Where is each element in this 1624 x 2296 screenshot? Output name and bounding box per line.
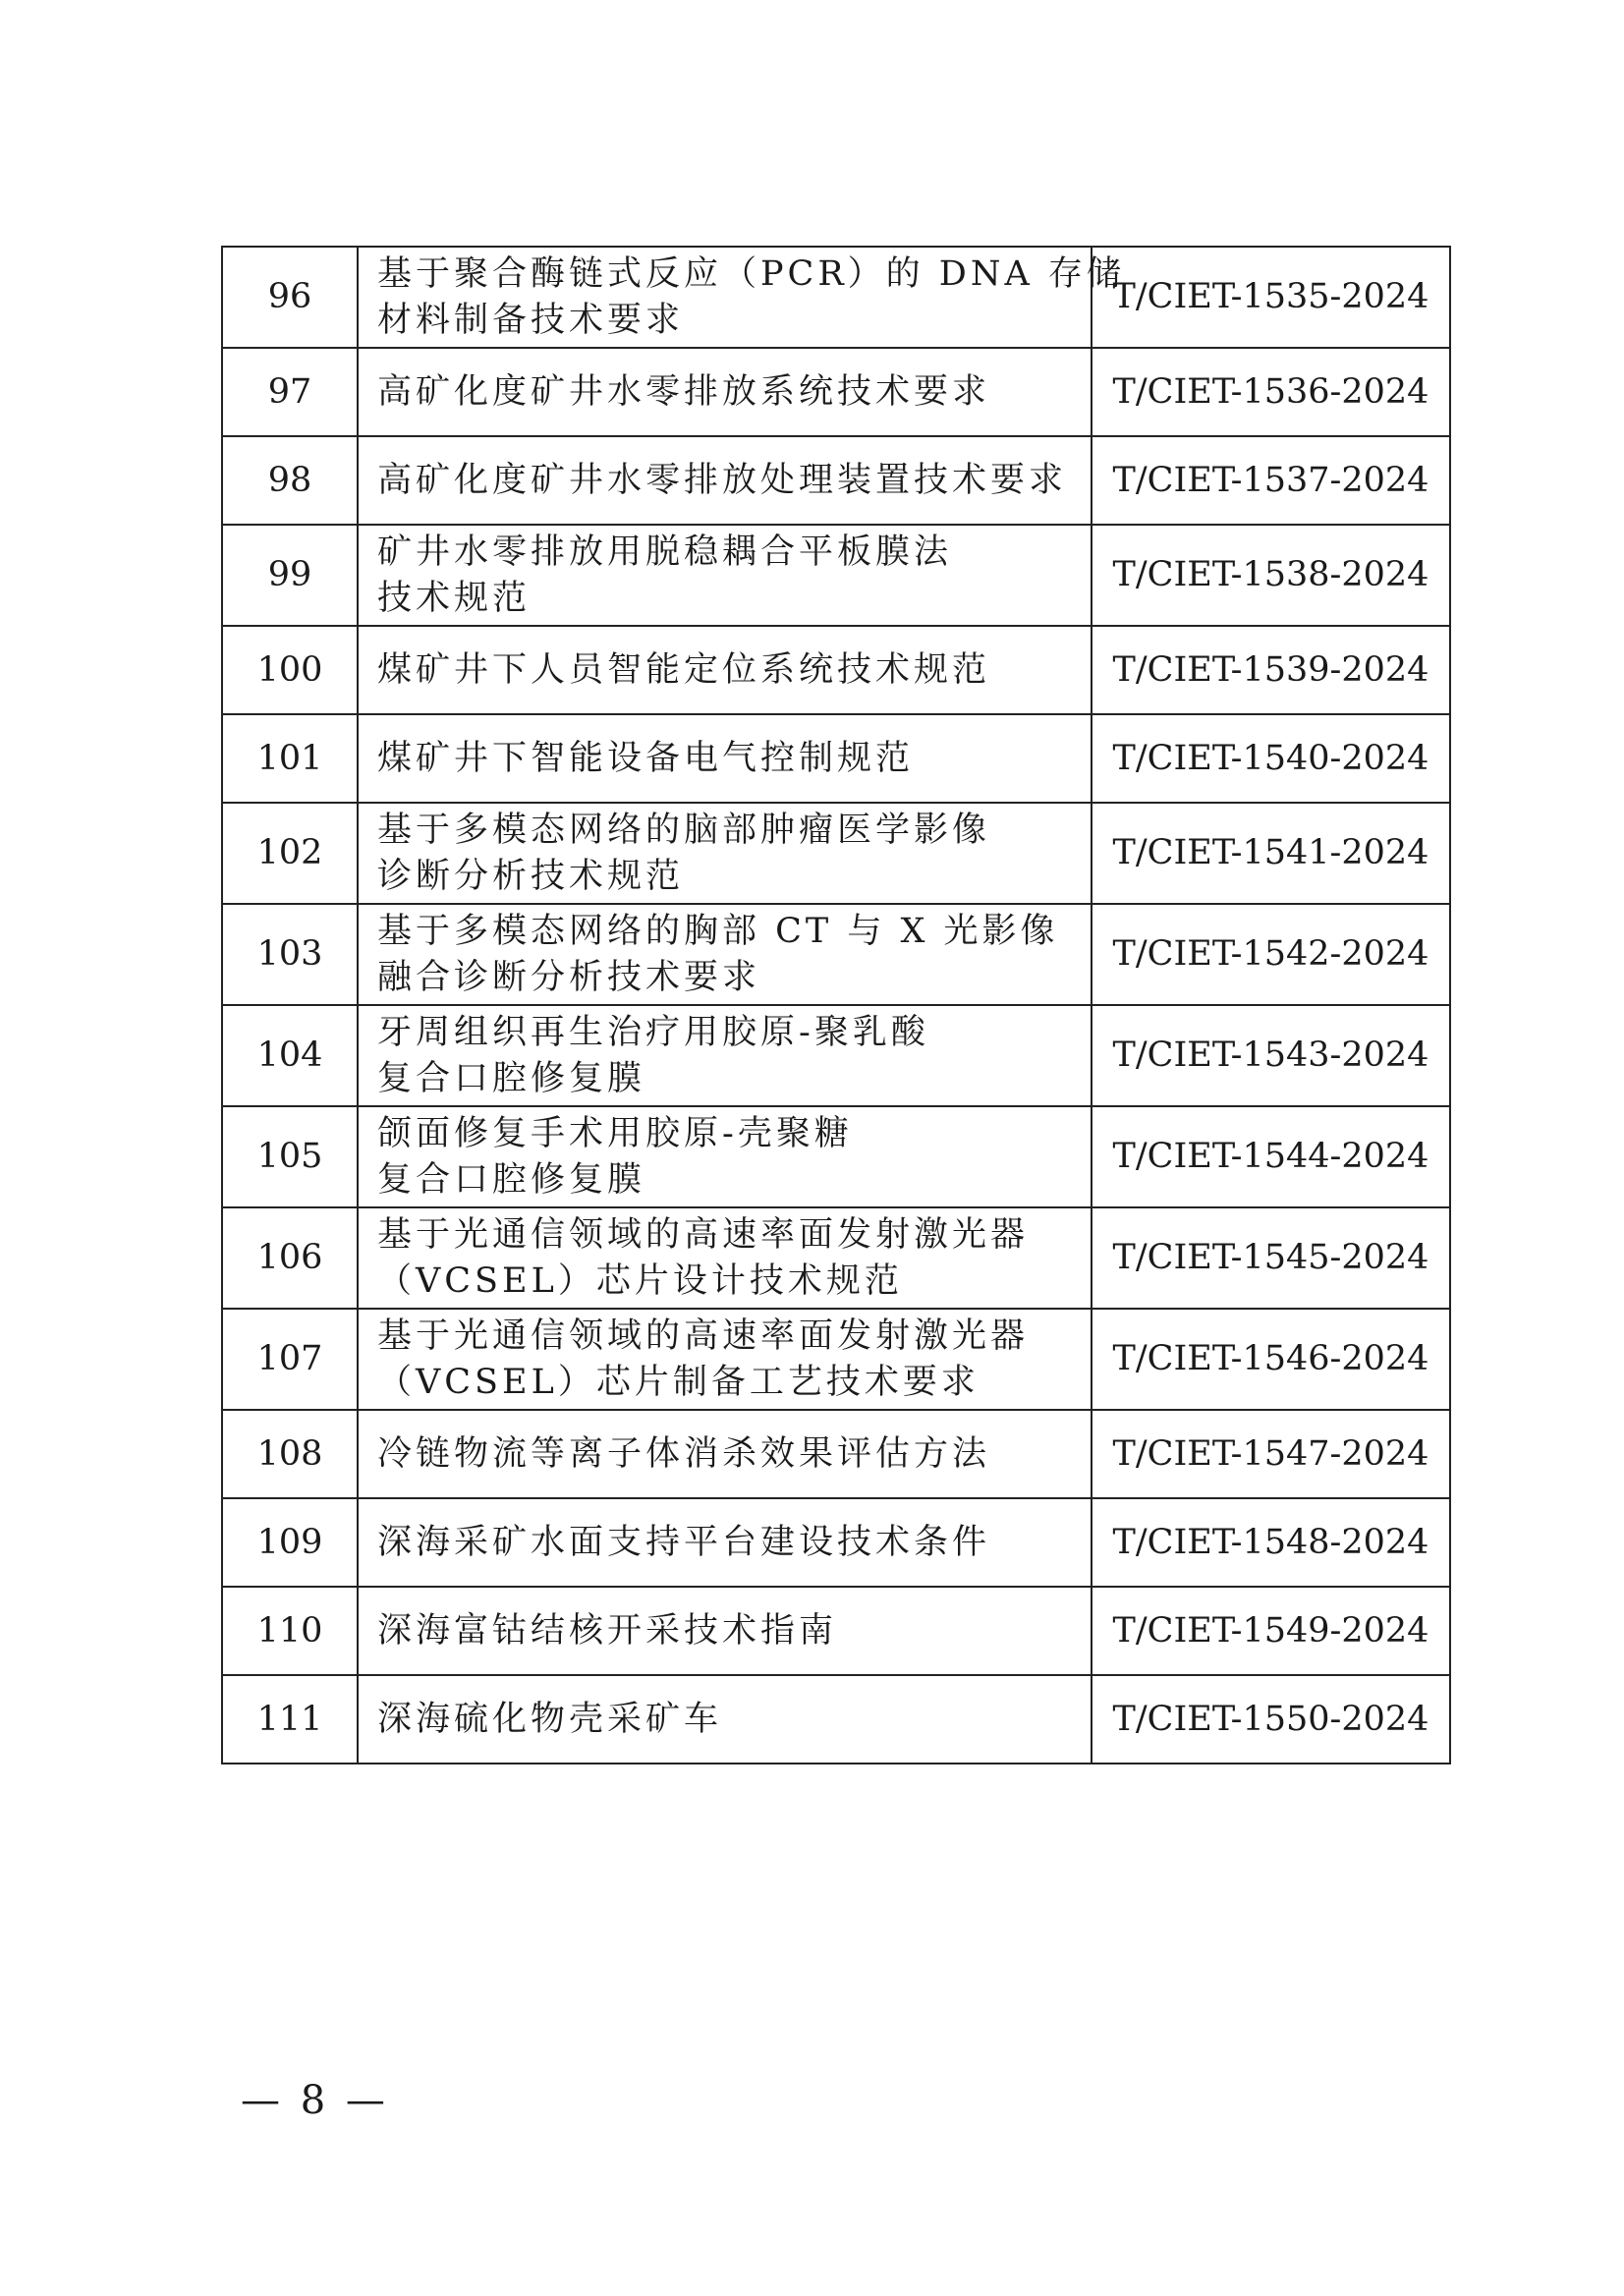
row-number: 105 xyxy=(222,1106,358,1207)
standard-code: T/CIET-1540-2024 xyxy=(1092,714,1450,803)
standards-table-body xyxy=(222,247,1450,1764)
standard-code: T/CIET-1538-2024 xyxy=(1092,525,1450,626)
table-row xyxy=(222,436,1450,525)
row-number: 110 xyxy=(222,1587,358,1675)
standard-name xyxy=(358,525,1092,626)
row-number: 103 xyxy=(222,904,358,1005)
standard-name-line: 基于多模态网络的胸部 CT 与 X 光影像 xyxy=(377,911,1059,951)
standard-name-line: 基于光通信领域的高速率面发射激光器 xyxy=(377,1316,1030,1356)
row-number: 97 xyxy=(222,348,358,436)
standard-code: T/CIET-1535-2024 xyxy=(1092,247,1450,348)
standard-name-line: 深海富钴结核开采技术指南 xyxy=(377,1610,838,1651)
row-number: 111 xyxy=(222,1675,358,1764)
standard-name-line: 材料制备技术要求 xyxy=(377,300,685,340)
standard-name-line: 冷链物流等离子体消杀效果评估方法 xyxy=(377,1433,991,1474)
standard-name-line: 高矿化度矿井水零排放处理装置技术要求 xyxy=(377,460,1068,500)
standard-name xyxy=(358,1005,1092,1106)
row-number: 108 xyxy=(222,1410,358,1498)
standard-name-line: 煤矿井下人员智能定位系统技术规范 xyxy=(377,649,991,690)
standard-code: T/CIET-1548-2024 xyxy=(1092,1498,1450,1587)
standard-name-line: 融合诊断分析技术要求 xyxy=(377,957,761,997)
standard-name-line: 矿井水零排放用脱稳耦合平板膜法 xyxy=(377,532,953,572)
row-number: 99 xyxy=(222,525,358,626)
standard-code: T/CIET-1541-2024 xyxy=(1092,803,1450,904)
standards-table xyxy=(221,246,1451,1764)
standard-code: T/CIET-1543-2024 xyxy=(1092,1005,1450,1106)
standard-name-line: 复合口腔修复膜 xyxy=(377,1058,646,1098)
standard-name-line: （VCSEL）芯片制备工艺技术要求 xyxy=(377,1362,980,1402)
standard-code: T/CIET-1536-2024 xyxy=(1092,348,1450,436)
standard-code: T/CIET-1550-2024 xyxy=(1092,1675,1450,1764)
table-row xyxy=(222,1498,1450,1587)
standard-name-line: 诊断分析技术规范 xyxy=(377,856,685,896)
row-number: 109 xyxy=(222,1498,358,1587)
table-row xyxy=(222,1106,1450,1207)
row-number: 98 xyxy=(222,436,358,525)
table-row xyxy=(222,1207,1450,1309)
standard-name-line: 复合口腔修复膜 xyxy=(377,1159,646,1200)
table-row xyxy=(222,714,1450,803)
row-number: 100 xyxy=(222,626,358,714)
standard-name-line: 牙周组织再生治疗用胶原-聚乳酸 xyxy=(377,1012,929,1052)
standard-name xyxy=(358,1309,1092,1410)
standard-name-line: 基于多模态网络的脑部肿瘤医学影像 xyxy=(377,810,991,850)
standard-name-line: （VCSEL）芯片设计技术规范 xyxy=(377,1260,903,1301)
row-number: 104 xyxy=(222,1005,358,1106)
standard-name xyxy=(358,1675,1092,1764)
standard-name xyxy=(358,247,1125,348)
standard-name xyxy=(358,1410,1092,1498)
standard-name-line: 基于光通信领域的高速率面发射激光器 xyxy=(377,1214,1030,1255)
standard-code: T/CIET-1547-2024 xyxy=(1092,1410,1450,1498)
row-number: 102 xyxy=(222,803,358,904)
standard-name xyxy=(358,803,1092,904)
standard-name xyxy=(358,714,1092,803)
table-row xyxy=(222,525,1450,626)
standard-name xyxy=(358,1587,1092,1675)
table-row xyxy=(222,1005,1450,1106)
standard-code: T/CIET-1546-2024 xyxy=(1092,1309,1450,1410)
standard-name-line: 技术规范 xyxy=(377,578,532,618)
table-row xyxy=(222,1587,1450,1675)
standard-name-line: 颌面修复手术用胶原-壳聚糖 xyxy=(377,1113,853,1153)
row-number: 107 xyxy=(222,1309,358,1410)
standard-code: T/CIET-1542-2024 xyxy=(1092,904,1450,1005)
table-row xyxy=(222,348,1450,436)
standard-name-line: 煤矿井下智能设备电气控制规范 xyxy=(377,738,915,778)
standard-name xyxy=(358,904,1092,1005)
table-row xyxy=(222,803,1450,904)
table-row xyxy=(222,1675,1450,1764)
table-row xyxy=(222,1410,1450,1498)
page-number: — 8 — xyxy=(241,2078,389,2123)
row-number: 101 xyxy=(222,714,358,803)
standard-name-line: 基于聚合酶链式反应（PCR）的 DNA 存储 xyxy=(377,253,1125,294)
standard-code: T/CIET-1537-2024 xyxy=(1092,436,1450,525)
table-row xyxy=(222,626,1450,714)
standard-code: T/CIET-1539-2024 xyxy=(1092,626,1450,714)
standard-name-line: 高矿化度矿井水零排放系统技术要求 xyxy=(377,371,991,412)
standard-name xyxy=(358,1498,1092,1587)
standard-name-line: 深海采矿水面支持平台建设技术条件 xyxy=(377,1522,991,1562)
standard-name-line: 深海硫化物壳采矿车 xyxy=(377,1699,723,1739)
standard-name xyxy=(358,1106,1092,1207)
table-row xyxy=(222,904,1450,1005)
row-number: 96 xyxy=(222,247,358,348)
standard-name xyxy=(358,348,1092,436)
table-row xyxy=(222,1309,1450,1410)
standard-name xyxy=(358,1207,1092,1309)
row-number: 106 xyxy=(222,1207,358,1309)
standard-name xyxy=(358,436,1092,525)
table-row xyxy=(222,247,1450,348)
standard-code: T/CIET-1549-2024 xyxy=(1092,1587,1450,1675)
standard-code: T/CIET-1545-2024 xyxy=(1092,1207,1450,1309)
standard-name xyxy=(358,626,1092,714)
standard-code: T/CIET-1544-2024 xyxy=(1092,1106,1450,1207)
